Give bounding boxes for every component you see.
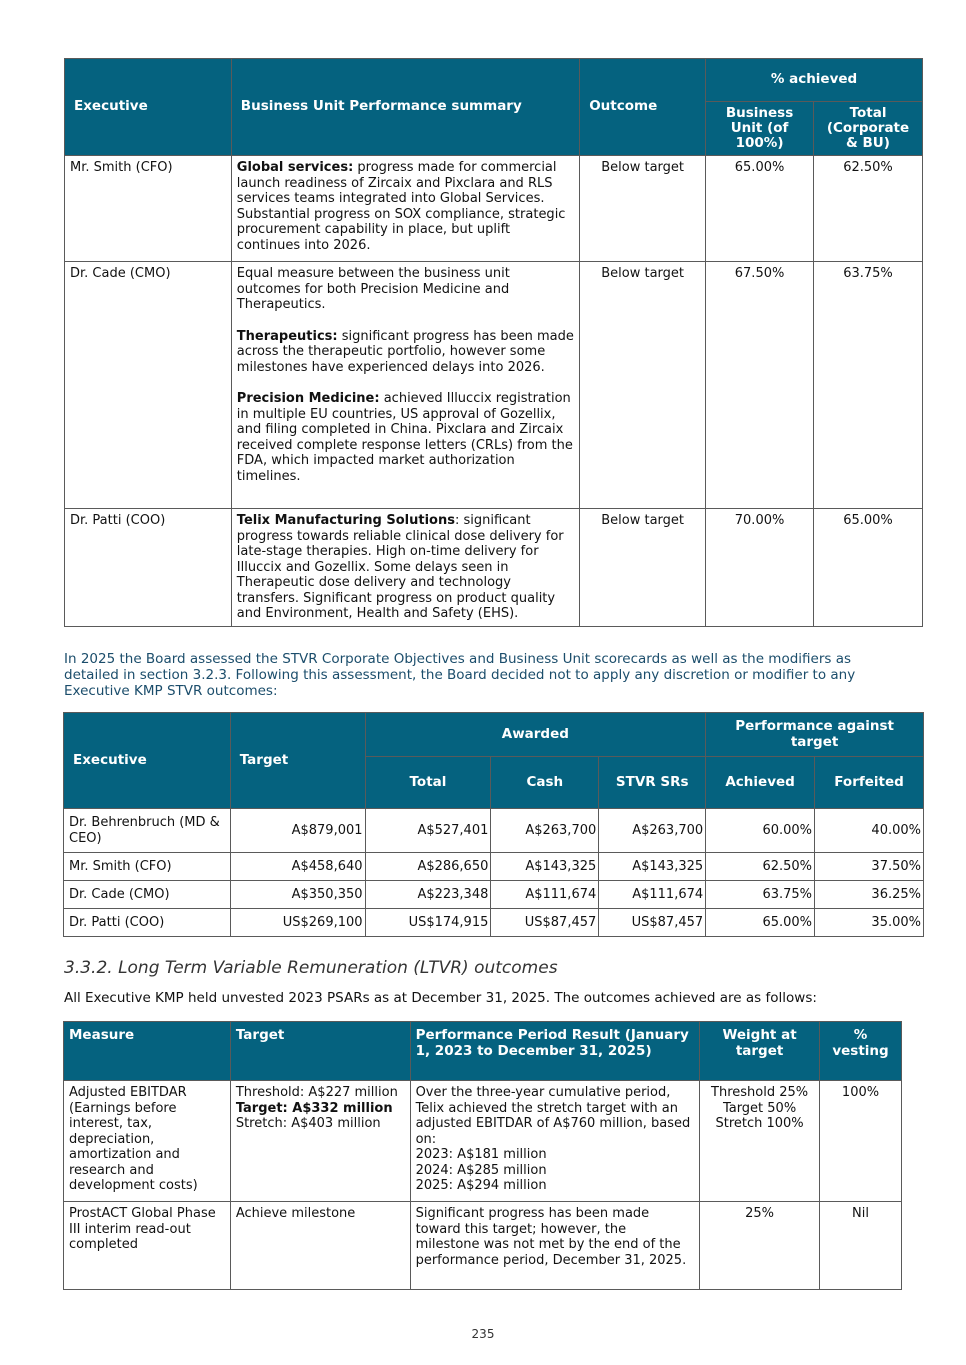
outcome: Below target — [580, 509, 706, 627]
page-number: 235 — [471, 1327, 495, 1341]
col-header-performance: Performance against target — [706, 713, 924, 757]
measure: Adjusted EBITDAR (Earnings before interest, tax, depreciation, amortization and research and development costs) — [64, 1081, 231, 1202]
target: Achieve milestone — [230, 1202, 410, 1290]
performance-result: Significant progress has been made toward this target; however, the milestone was not met by the end of the performance period, December 31, 2025. — [410, 1202, 700, 1290]
table-row — [65, 156, 923, 262]
table-row — [65, 509, 923, 627]
summary-bold: Therapeutics: — [236, 328, 338, 344]
result-summary: Over the three-year cumulative period, Telix achieved the stretch target with an adjusted EBITDAR of A$760 million, based on: — [415, 1085, 691, 1147]
cash-value: US$87,457 — [491, 909, 599, 937]
outcome: Below target — [580, 156, 706, 262]
achieved-value: 60.00% — [706, 809, 815, 853]
col-header-executive: Executive — [64, 713, 231, 809]
table-row — [64, 1202, 902, 1290]
target-threshold: Threshold: A$227 million — [235, 1085, 398, 1100]
col-header-result: Performance Period Result (January 1, 2023 to December 31, 2025) — [410, 1022, 700, 1081]
achieved-value: 65.00% — [706, 909, 815, 937]
ltvr-outcomes-table — [63, 1021, 902, 1290]
target-value: A$458,640 — [230, 853, 365, 881]
total-achieved: 65.00% — [814, 509, 923, 627]
target-value: A$350,350 — [230, 881, 365, 909]
performance-summary — [231, 156, 579, 262]
target-value: A$879,001 — [230, 809, 365, 853]
target-stretch: Stretch: A$403 million — [235, 1116, 381, 1131]
summary-bold: Precision Medicine: — [236, 391, 380, 406]
executive-name: Mr. Smith (CFO) — [65, 156, 232, 262]
col-header-forfeited: Forfeited — [815, 757, 924, 809]
stvr-value: A$111,674 — [599, 881, 706, 909]
ltvr-intro: All Executive KMP held unvested 2023 PSARs as at December 31, 2025. The outcomes achieved are as follows: — [64, 990, 817, 1006]
achieved-value: 62.50% — [706, 853, 815, 881]
col-header-weight: Weight at target — [700, 1022, 820, 1081]
total-value: A$527,401 — [365, 809, 491, 853]
table-row — [64, 881, 924, 909]
col-header-total: Total (Corporate & BU) — [814, 102, 923, 156]
bu-achieved: 67.50% — [706, 262, 814, 509]
col-header-target: Target — [230, 713, 365, 809]
col-header-vesting: % vesting — [820, 1022, 902, 1081]
col-header-awarded: Awarded — [365, 713, 706, 757]
col-header-bu: Business Unit (of 100%) — [706, 102, 814, 156]
performance-result — [410, 1081, 700, 1202]
vesting: 100% — [820, 1081, 902, 1202]
weight — [700, 1081, 820, 1202]
stvr-assessment-paragraph: In 2025 the Board assessed the STVR Corporate Objectives and Business Unit scorecards as well as the modifiers as detailed in section 3.2.3. Following this assessment, the Board decided not to apply any discretion or modifier to any Executive KMP STVR outcomes: — [64, 651, 856, 699]
bu-achieved: 65.00% — [706, 156, 814, 262]
stvr-value: A$263,700 — [599, 809, 706, 853]
table-row — [64, 909, 924, 937]
summary-text: progress made for commercial launch readiness of Zircaix and Pixclara and RLS services teams integrated into Global Services. Substantial progress on SOX compliance, strategic procurement capability in place, but uplift continues into 2026. — [236, 160, 566, 253]
table-row — [65, 262, 923, 509]
stvr-outcomes-table — [63, 712, 924, 937]
achieved-value: 63.75% — [706, 881, 815, 909]
executive-name: Dr. Behrenbruch (MD & CEO) — [64, 809, 231, 853]
summary-bold: Telix Manufacturing Solutions — [236, 513, 455, 528]
weight-threshold: Threshold 25% — [711, 1085, 809, 1100]
summary-bold: Global services: — [236, 160, 354, 175]
col-header-achieved-group: % achieved — [706, 59, 923, 102]
col-header-target: Target — [230, 1022, 410, 1081]
executive-name: Dr. Patti (COO) — [64, 909, 231, 937]
total-value: US$174,915 — [365, 909, 491, 937]
col-header-executive: Executive — [65, 59, 232, 156]
forfeited-value: 37.50% — [815, 853, 924, 881]
total-value: A$286,650 — [365, 853, 491, 881]
summary-text: achieved Illuccix registration in multiple EU countries, US approval of Gozellix, and filing completed in China. Pixclara and Zircaix received complete response letters (CRLs) from the FDA, which impacted market authorization timelines. — [236, 391, 573, 484]
weight-stretch: Stretch 100% — [715, 1116, 804, 1131]
summary-text: : significant progress towards reliable clinical dose delivery for late-stage therapies. High on-time delivery for Illuccix and Gozellix. Some delays seen in Therapeutic dose delivery and technology transfers. Significant progress on product quality and Environment, Health and Safety (EHS). — [236, 513, 564, 621]
vesting: Nil — [820, 1202, 902, 1290]
outcome: Below target — [580, 262, 706, 509]
col-header-total: Total — [365, 757, 491, 809]
table-row — [64, 809, 924, 853]
col-header-cash: Cash — [491, 757, 599, 809]
total-achieved: 62.50% — [814, 156, 923, 262]
section-heading: 3.3.2. Long Term Variable Remuneration (LTVR) outcomes — [64, 958, 558, 978]
col-header-outcome: Outcome — [580, 59, 706, 156]
summary-text: significant progress has been made across the therapeutic portfolio, however some milestones have experienced delays into 2026. — [236, 328, 574, 375]
performance-summary — [231, 262, 579, 509]
table-row — [64, 853, 924, 881]
summary-intro: Equal measure between the business unit outcomes for both Precision Medicine and Therapeutics. — [236, 266, 510, 312]
target — [230, 1081, 410, 1202]
cash-value: A$263,700 — [491, 809, 599, 853]
forfeited-value: 36.25% — [815, 881, 924, 909]
col-header-stvr: STVR SRs — [599, 757, 706, 809]
executive-name: Dr. Cade (CMO) — [65, 262, 232, 509]
result-year: 2024: A$285 million — [415, 1162, 547, 1178]
performance-summary — [231, 509, 579, 627]
bu-performance-table — [64, 58, 923, 627]
bu-achieved: 70.00% — [706, 509, 814, 627]
forfeited-value: 35.00% — [815, 909, 924, 937]
cash-value: A$143,325 — [491, 853, 599, 881]
result-year: 2025: A$294 million — [415, 1178, 547, 1193]
executive-name: Mr. Smith (CFO) — [64, 853, 231, 881]
target-target: Target: A$332 million — [235, 1100, 393, 1116]
measure: ProstACT Global Phase III interim read-out completed — [64, 1202, 231, 1290]
table-row — [64, 1081, 902, 1202]
total-achieved: 63.75% — [814, 262, 923, 509]
col-header-summary: Business Unit Performance summary — [231, 59, 579, 156]
target-value: US$269,100 — [230, 909, 365, 937]
result-year: 2023: A$181 million — [415, 1147, 547, 1162]
weight: 25% — [700, 1202, 820, 1290]
forfeited-value: 40.00% — [815, 809, 924, 853]
col-header-measure: Measure — [64, 1022, 231, 1081]
weight-target: Target 50% — [722, 1100, 797, 1116]
col-header-achieved: Achieved — [706, 757, 815, 809]
total-value: A$223,348 — [365, 881, 491, 909]
executive-name: Dr. Patti (COO) — [65, 509, 232, 627]
executive-name: Dr. Cade (CMO) — [64, 881, 231, 909]
stvr-value: US$87,457 — [599, 909, 706, 937]
cash-value: A$111,674 — [491, 881, 599, 909]
stvr-value: A$143,325 — [599, 853, 706, 881]
